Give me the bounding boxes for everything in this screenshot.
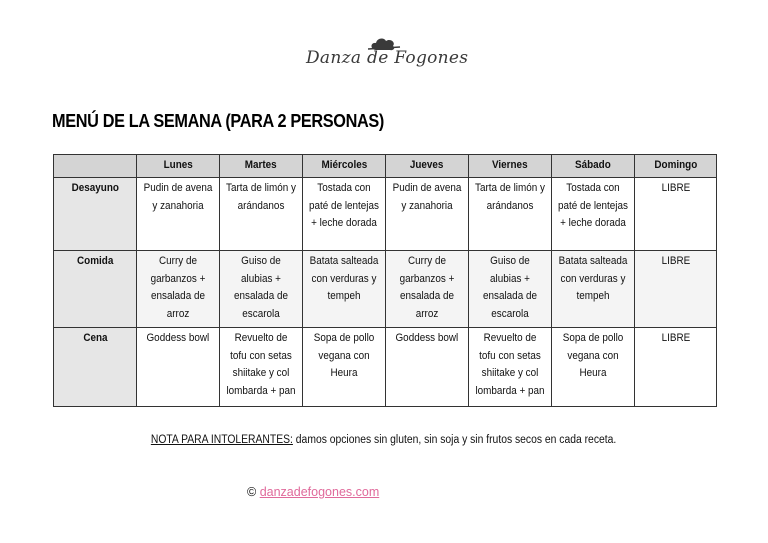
- footer: [247, 485, 379, 499]
- copyright-symbol: ©: [247, 485, 257, 499]
- menu-cell: Pudin de avena y zanahoria: [386, 178, 469, 251]
- logo-wordmark: Danza de Fogones: [306, 48, 469, 68]
- corner-cell: [54, 155, 137, 178]
- menu-cell: Pudin de avena y zanahoria: [137, 178, 220, 251]
- menu-cell: Goddess bowl: [137, 328, 220, 407]
- menu-cell: LIBRE: [635, 251, 717, 328]
- day-header: Viernes: [469, 155, 552, 178]
- menu-cell: Tostada con paté de lentejas + leche dorada: [303, 178, 386, 251]
- website-link[interactable]: danzadefogones.com: [259, 485, 380, 499]
- meal-label: Comida: [54, 251, 137, 328]
- page-title: MENÚ DE LA SEMANA (PARA 2 PERSONAS): [52, 110, 384, 131]
- menu-cell: Sopa de pollo vegana con Heura: [552, 328, 635, 407]
- menu-cell: Batata salteada con verduras y tempeh: [303, 251, 386, 328]
- menu-cell: LIBRE: [635, 328, 717, 407]
- menu-cell: Curry de garbanzos + ensalada de arroz: [137, 251, 220, 328]
- day-header: Sábado: [552, 155, 635, 178]
- day-header: Jueves: [386, 155, 469, 178]
- table-row: [54, 178, 717, 251]
- meal-label: Desayuno: [54, 178, 137, 251]
- intolerance-note: [0, 434, 768, 446]
- menu-cell: Tarta de limón y arándanos: [220, 178, 303, 251]
- day-header: Lunes: [137, 155, 220, 178]
- menu-cell: Guiso de alubias + ensalada de escarola: [469, 251, 552, 328]
- menu-cell: Tarta de limón y arándanos: [469, 178, 552, 251]
- menu-cell: LIBRE: [635, 178, 717, 251]
- menu-cell: Tostada con paté de lentejas + leche dorada: [552, 178, 635, 251]
- menu-cell: Guiso de alubias + ensalada de escarola: [220, 251, 303, 328]
- meal-label: Cena: [54, 328, 137, 407]
- day-header: Miércoles: [303, 155, 386, 178]
- brand-logo: [306, 36, 469, 80]
- menu-cell: Revuelto de tofu con setas shiitake y col lombarda + pan: [220, 328, 303, 407]
- note-text: damos opciones sin gluten, sin soja y sin frutos secos en cada receta.: [293, 434, 617, 446]
- menu-cell: Goddess bowl: [386, 328, 469, 407]
- weekly-menu-table: [53, 154, 717, 407]
- menu-cell: Batata salteada con verduras y tempeh: [552, 251, 635, 328]
- table-row: [54, 251, 717, 328]
- menu-cell: Curry de garbanzos + ensalada de arroz: [386, 251, 469, 328]
- table-row: [54, 328, 717, 407]
- menu-cell: Revuelto de tofu con setas shiitake y col lombarda + pan: [469, 328, 552, 407]
- menu-cell: Sopa de pollo vegana con Heura: [303, 328, 386, 407]
- day-header: Domingo: [635, 155, 717, 178]
- day-header: Martes: [220, 155, 303, 178]
- table-header-row: [54, 155, 717, 178]
- note-lead: NOTA PARA INTOLERANTES:: [151, 434, 294, 446]
